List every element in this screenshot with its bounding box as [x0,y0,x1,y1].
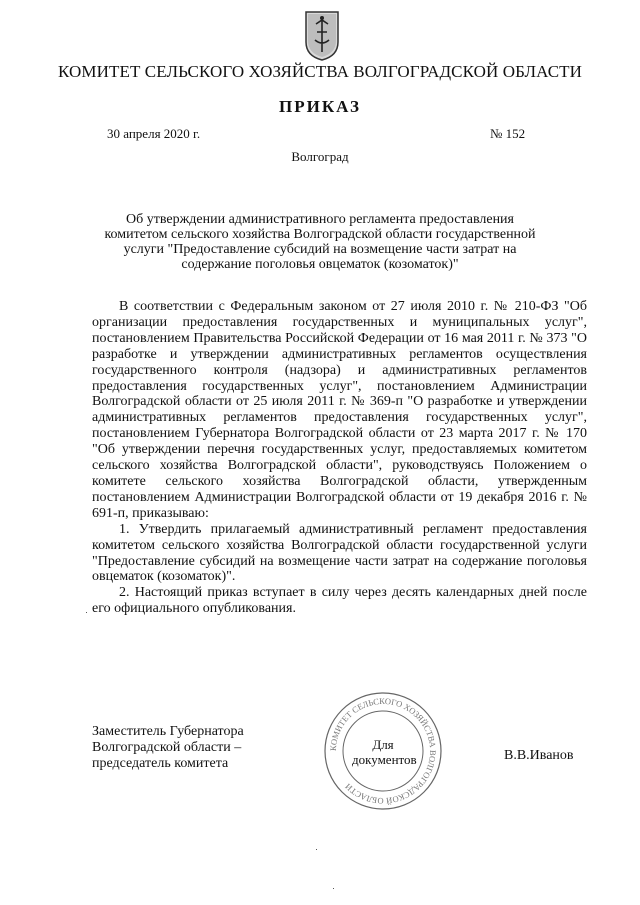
stamp-line: документов [352,752,417,767]
document-type: ПРИКАЗ [279,97,361,116]
title-line: комитетом сельского хозяйства Волгоградской области государственной [104,227,536,242]
title-line: Об утверждении административного регламента предоставления [126,212,514,227]
position-line: Заместитель Губернатора [92,724,244,739]
order-item-1: 1. Утвердить прилагаемый административный регламент предоставления комитетом сельского хозяйства Волгоградской области государственной услуги "Предоставление субсидий на возмещение части затрат на содержание поголовья овцематок (козоматок)". [92,521,587,585]
stamp-ring-text: КОМИТЕТ СЕЛЬСКОГО ХОЗЯЙСТВА ВОЛГОГРАДСКОЙ ОБЛАСТИ [327,695,439,807]
position-line: председатель комитета [92,756,229,771]
document-date: 30 апреля 2020 г. [107,126,201,141]
document-number: № 152 [490,126,526,141]
title-line: услуги "Предоставление субсидий на возмещение части затрат на [123,242,517,257]
organization-name: КОМИТЕТ СЕЛЬСКОГО ХОЗЯЙСТВА ВОЛГОГРАДСКОЙ ОБЛАСТИ [57,62,582,81]
document-city: Волгоград [291,149,349,164]
stamp-line: Для [372,737,394,752]
position-line: Волгоградской области – [92,740,242,755]
preamble-paragraph: В соответствии с Федеральным законом от 27 июля 2010 г. № 210-ФЗ "Об организации предоставления государственных и муниципальных услуг", постановлением Правительства Российской Федерации от 16 мая 2011 г. № 373 "О разработке и утверждении административных регламентов осуществления государственного контроля (надзора) и административных регламентов предоставления государственных услуг", постановлением Администрации Волгоградской области от 25 июля 2011 г. № 369-п "О разработке и утверждении административных регламентов предоставления государственных услуг", постановлением Губернатора Волгоградской области от 23 марта 2017 г. № 170 "Об утверждении перечня государственных услуг, предоставляемых комитетом сельского хозяйства Волгоградской области", руководствуясь Положением о комитете сельского хозяйства Волгоградской области, утвержденным постановлением Администрации Волгоградской области от 19 декабря 2016 г. № 691-п, приказываю: [92,299,587,521]
signatory-name: В.В.Иванов [504,748,574,763]
title-line: содержание поголовья овцематок (козоматок)" [181,257,459,272]
order-item-2: 2. Настоящий приказ вступает в силу через десять календарных дней после его официального опубликования. [92,585,587,617]
